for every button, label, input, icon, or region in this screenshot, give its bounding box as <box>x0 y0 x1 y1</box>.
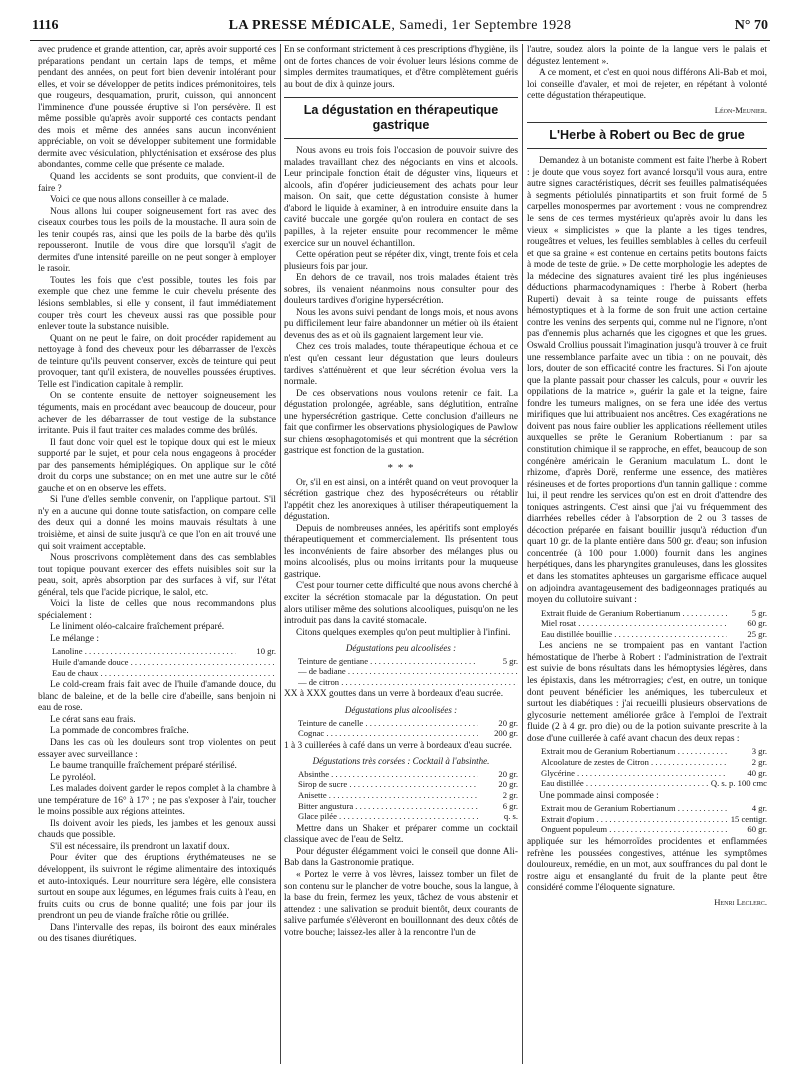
rx-brace-group <box>52 657 276 678</box>
paragraph: Or, s'il en est ainsi, on a intérêt quand on veut provoquer la sécrétion gastrique chez des hyposécréteurs ou rétablir l'appétit chez les anorexiques à utiliser thérapeutiquement la dégustation. <box>284 477 518 523</box>
rx-qty: 3 gr. <box>751 746 767 757</box>
column-2 <box>284 45 518 1070</box>
rx-name: Eau distillée bouillie . . . <box>541 629 727 640</box>
paragraph: XX à XXX gouttes dans un verre à bordeaux d'eau sucrée. <box>284 689 504 700</box>
paragraph: Le baume tranquille fraîchement préparé stérilisé. <box>50 761 237 772</box>
rx-name: Eau de chaux . . . <box>52 668 276 679</box>
rx-name: Teinture de canelle . . . <box>298 718 478 729</box>
rx-name: Extrait fluide de Geranium Robertianum . . . <box>541 608 727 619</box>
rx-line <box>298 811 518 822</box>
paragraph: Mettre dans un Shaker et préparer comme un cocktail classique avec de l'eau de Seltz. <box>284 823 518 846</box>
rx-qty: 60 gr. <box>747 824 767 835</box>
paragraph: Pour éviter que des éruptions érythémateuses ne se développent, ils suivront le régime alimentaire des intoxiqués et auto-intoxiqués. Leur nourriture sera légère, elle consistera surtout en soupe aux légumes, en légumes frais cuits à l'eau, en fruits cuits ou crus de bonne qualité; une fois par jour ils prendront un peu de viande fraîche rôtie ou grillée. <box>38 853 276 922</box>
column-3 <box>527 45 767 1070</box>
rx-name: Extrait mou de Geranium Robertianum . . . <box>541 803 727 814</box>
paragraph: C'est pour tourner cette difficulté que nous avons cherché à exciter la sécrétion stomacale par la dégustation. On peut alors utiliser même des solutions alcooliques, puisqu'on ne les introduit pas dans la cavité stomacale. <box>284 581 518 627</box>
paragraph: appliquée sur les hémorroïdes procidentes et enflammées refrène les poussées congestives, atténue les symptômes douloureux, remédie, en un mot, aux souffrances du pal dont le rostre aigu et ensanglanté du fruit de la plante peut être considéré comme l'éloquente signature. <box>527 837 767 894</box>
rx-line <box>541 746 767 757</box>
paragraph: Voici ce que nous allons conseiller à ce malade. <box>50 195 229 206</box>
recipe-subtitle: Dégustations très corsées : Cocktail à l'absinthe. <box>312 756 490 767</box>
paragraph: En dehors de ce travail, nos trois malades étaient très sobres, ils venaient néanmoins nous consulter pour des douleurs tardives d'origine hypersécrétion. <box>284 273 518 307</box>
paragraph: En se conformant strictement à ces prescriptions d'hygiène, ils ont de fortes chances de voir évoluer leurs lésions comme de simples dermites traumatiques, et d'être complètement guéris au bout de dix à quinze jours. <box>284 45 518 90</box>
prescription <box>52 646 276 678</box>
recipe-subtitle: Dégustations peu alcoolisées : <box>345 643 457 654</box>
prescription <box>541 746 767 788</box>
paragraph: Nous les avons suivi pendant de longs mois, et nous avons pu difficilement leur faire abandonner un métier où ils étaient devenus des as et où ils gagnaient largement leur vie. <box>284 307 518 341</box>
rx-qty: 25 gr. <box>747 628 767 639</box>
rx-line <box>298 666 518 677</box>
rx-qty: 15 centigr. <box>730 813 767 824</box>
section-asterism: * * * <box>387 461 415 474</box>
rx-name: Anisette . . . <box>298 790 478 801</box>
paragraph: Quand les accidents se sont produits, que convient-il de faire ? <box>38 172 276 194</box>
page-number: 1116 <box>32 18 59 33</box>
rx-qty: 60 gr. <box>747 618 767 629</box>
paragraph: l'autre, soudez alors la pointe de la langue vers le palais et dégustez lentement ». <box>527 45 767 67</box>
author-signature: Henri Leclerc. <box>714 896 767 907</box>
rx-name: Teinture de gentiane . . . <box>298 656 478 667</box>
rx-line <box>541 814 767 825</box>
rx-line <box>52 668 276 679</box>
prescription <box>298 656 518 688</box>
paragraph: Nous allons lui couper soigneusement fort ras avec des ciseaux courbes tous les poils de la moustache. Il aura soin de les tenir coupés ras, ainsi que les poils de la barbe dès qu'ils repousseront. Inutile de vous dire que lorsqu'il s'agit de dermites d'une intensité pareille on ne peut songer à employer le rasoir. <box>38 206 276 275</box>
rx-line <box>298 801 518 812</box>
rx-name: Glace pilée . . . <box>298 811 478 822</box>
rx-line <box>298 718 518 729</box>
paragraph: Les anciens ne se trompaient pas en vantant l'action hémostatique de l'herbe à Robert : l'administration de l'extrait est suivie de bons résultats dans les hémoptysies légères, dans les épistaxis, dans les métrorragies; c'est, en outre, un tonique dont peuvent bénéficier les anémiques, les tuberculeux et surtout les diabétiques : j'ai recueilli plusieurs observations de glycosurie nettement améliorée grâce à l'emploi de l'extrait fluide (2 à 4 gr. pro die) ou de la potion suivante prescrite à la dose d'une cuillerée à café avant chacun des deux repas : <box>527 641 767 744</box>
paragraph: Le mélange : <box>50 633 99 644</box>
rx-brace-group <box>298 666 518 687</box>
rx-name: — de badiane . . . <box>298 666 518 677</box>
rx-qty: 20 gr. <box>498 779 518 790</box>
rx-line <box>541 803 767 814</box>
rx-line <box>298 779 518 790</box>
paragraph: Une pommade ainsi composée : <box>539 790 659 801</box>
section-heading: La dégustation en thérapeutique gastrique <box>284 97 518 139</box>
rx-qty: q. s. <box>503 811 518 822</box>
paragraph: Citons quelques exemples qu'on peut multiplier à l'infini. <box>296 627 511 638</box>
rx-qty: 20 gr. <box>498 717 518 728</box>
rx-line <box>298 769 518 780</box>
rx-name: Alcoolature de zestes de Citron . . . <box>541 757 727 768</box>
paragraph: Pour déguster élégamment voici le conseil que donne Ali-Bab dans la Gastronomie pratique. <box>284 846 518 869</box>
rx-line <box>52 646 276 657</box>
rx-name: Eau distillée . . . <box>541 778 709 789</box>
rx-qty: 10 gr. <box>256 646 276 657</box>
paragraph: Cette opération peut se répéter dix, vingt, trente fois et cela plusieurs fois par jour. <box>284 250 518 272</box>
issue-date: , Samedi, 1er Septembre 1928 <box>391 18 572 33</box>
paragraph: Le pyroléol. <box>50 772 96 783</box>
prescription <box>298 718 518 739</box>
paragraph: Depuis de nombreuses années, les apéritifs sont employés thérapeutiquement et commercialement. Ils présentent tous les inconvénients de faire absorber des mélanges plus ou moins alcoolisés, plus ou moins irritants pour la muqueuse gastrique. <box>284 523 518 580</box>
rx-qty: 6 gr. <box>502 800 518 811</box>
rx-line <box>52 657 276 668</box>
rx-name: Sirop de sucre . . . <box>298 779 478 790</box>
rx-line <box>541 608 767 619</box>
rx-qty: 4 gr. <box>751 803 767 814</box>
prescription <box>541 803 767 835</box>
author-signature: Léon-Meunier. <box>714 104 767 115</box>
paragraph: Le cérat sans eau frais. <box>50 714 136 725</box>
column-divider <box>522 44 523 1064</box>
rx-line <box>541 768 767 779</box>
paragraph: « Portez le verre à vos lèvres, laissez tomber un filet de son contenu sur le plancher de votre bouche, sous la langue, à la base du frein, fermez les yeux, tâchez de vous abstenir et attendez : une salivation se produit bientôt, deux courants de salive parfumée s'élèveront en bouillonnant des deux côtés de votre bouche; laissez-les aller à la rencontre l'un de <box>284 870 518 938</box>
rx-name: Cognac . . . <box>298 728 478 739</box>
prescription <box>298 769 518 822</box>
paragraph: 1 à 3 cuillerées à café dans un verre à bordeaux d'eau sucrée. <box>284 740 512 751</box>
rx-name: Miel rosat . . . <box>541 618 727 629</box>
rx-line <box>541 618 767 629</box>
rx-qty: 40 gr. <box>747 767 767 778</box>
paragraph: Quant on ne peut le faire, on doit procéder rapidement au nettoyage à fond des cheveux pour les débarrasser de l'excès de teinture qu'ils peuvent conserver, excès de teinture qui peut provoquer, tant qu'il existera, de nouvelles poussées éruptives. Telle est l'indication capitale à remplir. <box>38 333 276 390</box>
rx-line <box>541 757 767 768</box>
rx-qty: Q. s. p. 100 cmc <box>710 778 767 789</box>
rx-qty: 2 gr. <box>502 790 518 801</box>
paragraph: Il faut donc voir quel est le topique doux qui est le mieux supporté par le sujet, et pour cela nous engageons à procéder par des pansements hémiplégiques. On applique sur le côté droit du corps une substance; on en met une autre sur le côté gauche et on en observe les effets. <box>38 437 276 494</box>
rx-name: Huile d'amande douce . . . <box>52 657 276 668</box>
paragraph: On se contente ensuite de nettoyer soigneusement les téguments, mais en procédant avec beaucoup de douceur, pour achever de les débarrasser de tout vestige de la substance irritante. Puis il faut traiter ces malades comme des brûlés. <box>38 391 276 437</box>
rx-line <box>541 629 767 640</box>
running-title <box>30 18 770 34</box>
paragraph: Si l'une d'elles semble convenir, on l'applique partout. S'il n'y en a aucune qui donne toute satisfaction, on compare celle des deux qui a donné les moins mauvais résultats à une troisième, et ainsi de suite jusqu'à ce que l'on en ait trouvé une qui soit vraiment acceptable. <box>38 495 276 552</box>
rx-line <box>541 778 767 789</box>
journal-name: LA PRESSE MÉDICALE <box>228 18 392 33</box>
paragraph: Les malades doivent garder le repos complet à la chambre à une température de 16° à 17° ; ne pas s'exposer à l'air, toucher le moins possible aux régions atteintes. <box>38 784 276 818</box>
paragraph: Dans les cas où les douleurs sont trop violentes on peut essayer avec surveillance : <box>38 737 276 760</box>
column-divider <box>280 44 281 1064</box>
paragraph: Chez ces trois malades, toute thérapeutique échoua et ce n'est qu'en cessant leur dégustation que leurs douleurs tardives s'atténuèrent et que leur sécrétion évolua vers la normale. <box>284 342 518 388</box>
paragraph: Ils doivent avoir les pieds, les jambes et les genoux aussi chauds que possible. <box>38 818 276 841</box>
rx-qty: 5 gr. <box>502 655 518 666</box>
rx-name: Extrait mou de Geranium Robertianum . . . <box>541 746 727 757</box>
rx-name: Absinthe . . . <box>298 769 478 780</box>
rx-name: Lanoline . . . <box>52 646 236 657</box>
rx-name: — de citron . . . <box>298 677 518 688</box>
paragraph: Demandez à un botaniste comment est faite l'herbe à Robert : je doute que vous soyez fort avancé lorsqu'il vous aura, entre autre signes caractéristiques, décrit ses feuilles palmatiséquées à segments pétiolulés pinnatipartits et son fruit formé de 5 carpelles monospermes par avortement : vous ne comprendrez le sens de ces termes mystérieux qu'après avoir lu dans les vieux « simplicistes » que la plante a les tiges tendres, rougeâtres et velues, les feuilles semblables à celles du cerfeuil et que sa graine « est contenue en certains petits boutons faicts à mode de teste de grüe. » De cette morphologie les adeptes de la médecine des signatures avaient tiré les plus ingénieuses déductions pharmacodynamiques : l'herbe à Robert (herba Ruperti) devait à sa teinte rouge de puissants effets hémostyptiques et à la forme de son fruit une action certaine contre les venins des serpents qui, comme nul ne l'ignore, n'ont pas d'ennemis plus acharnés que les cigognes et que les grues. Oswald Crollius poussait l'imagination jusqu'à trouver à ce fruit une ressemblance parfaite avec un tibia : on ne pouvait, dès lors, douter de son efficacité contre les fractures. Si l'on ajoute que la plante passait pour chasser les calculs, pour « ouvrir les oppilations de la matrice », guérir la gale et la teigne, faire fondre les tumeurs malignes, on se fera une idée des vertus mirifiques que lui attribuaient nos ancêtres. Ces exagérations ne doivent pas nous faire oublier les applications réellement utiles auxquelles se prête le Geranium Robertianum : par sa constitution chimique il se rapproche, en effet, beaucoup de son congénère américain le Geranium maculatum L. dont le rhizome, d'après Dorë, renferme une essence, des matières résineuses et de fortes proportions d'un tannin gallique : comme lui, il peut rendre les services qu'on est en droit d'attendre des toniques astringents. C'est ainsi que j'ai vu fréquemment des diarrhées rebelles céder à l'absorption de 2 ou 3 tasses de décoction préparée en faisant bouillir jusqu'à réduction d'un quart 10 gr. de la plante entière dans 500 gr. d'eau; son infusion concentrée (à 100 pour 1.000) fournit dans les angines herpétiques, dans les pharyngites granuleuses, dans les glossites et dans les stomatites aphteuses un gargarisme efficace auquel on adjoindra avantageusement des badigeonnages pratiqués au moyen du collutoire suivant : <box>527 156 767 606</box>
rx-name: Glycérine . . . <box>541 768 727 779</box>
paragraph: avec prudence et grande attention, car, après avoir supporté ces préparations pendant un certain laps de temps, et même pendant des années, on peut fort bien devenir intolérant pour elles, et voir se développer de petits indices prémonitoires, tels que rougeurs, desquamation, prurit, cuisson, qui annoncent l'imminence d'une poussée éruptive si l'on persévère. Il est même possible qu'après avoir supporté ces contacts pendant des mois et même des années sans aucun inconvénient appréciable, on voit se développer subitement une formidable dermite avec vésiculation, phlycténisation et exsérose des plus abondantes, comme celle que présente ce malade. <box>38 45 276 171</box>
rx-qty: 2 gr. <box>751 756 767 767</box>
paragraph: Nous avons eu trois fois l'occasion de pouvoir suivre des malades travaillant chez des négociants en vins et alcools. Leur principale fonction était de déguster vins, liqueurs et alcools, afin d'opérer judicieusement des achats pour leur maison. On sait, que cette dégustation consiste à humer d'abord le liquide à examiner, à en introduire ensuite dans la cavité buccale une gorgée qu'on roulera en contact de ses papilles, à la rejeter ensuite pour recommencer le même exercice sur un nouvel échantillon. <box>284 146 518 249</box>
paragraph: A ce moment, et c'est en quoi nous différons Ali-Bab et moi, loi conseille d'avaler, et moi de rejeter, en répétant à volonté cette dégustation thérapeutique. <box>527 68 767 102</box>
page-header <box>30 18 770 38</box>
rx-name: Onguent populeum . . . <box>541 824 727 835</box>
rx-name: Extrait d'opium . . . <box>541 814 727 825</box>
rx-qty: 5 gr. <box>751 607 767 618</box>
paragraph: La pommade de concombres fraîche. <box>50 726 189 737</box>
recipe-subtitle: Dégustations plus alcoolisées : <box>344 705 458 716</box>
paragraph: Dans l'intervalle des repas, ils boiront des eaux minérales ou des tisanes diurétiques. <box>38 922 276 945</box>
rx-line <box>298 728 518 739</box>
rx-line <box>298 790 518 801</box>
paragraph: Toutes les fois que c'est possible, toutes les fois par exemple que chez une femme le cuir chevelu présente des lésions semblables, si elle y consent, il faut immédiatement couper très court les cheveux aussi ras que possible pour enlever toute la substance nuisible. <box>38 275 276 333</box>
rx-line <box>541 824 767 835</box>
column-1 <box>38 45 276 1070</box>
rx-name: Bitter angustura . . . <box>298 801 478 812</box>
prescription <box>541 608 767 640</box>
paragraph: Le cold-cream frais fait avec de l'huile d'amande douce, du blanc de baleine, et de la belle cire d'abeille, sans benjoin ni eau de rose. <box>38 680 276 714</box>
paragraph: S'il est nécessaire, ils prendront un laxatif doux. <box>50 841 230 852</box>
paragraph: Le liniment oléo-calcaire fraîchement préparé. <box>50 622 225 633</box>
paragraph: Nous proscrivons complètement dans des cas semblables tout topique pouvant exercer des effets nuisibles soit sur la peau, soit, après absorption par des surfaces à vif, sur l'état général, tels que l'acide picrique, le salol, etc. <box>38 553 276 598</box>
issue-number: N° 70 <box>734 18 768 33</box>
rx-qty: 20 gr. <box>498 768 518 779</box>
paragraph: Voici la liste de celles que nous recommandons plus spécialement : <box>38 599 276 621</box>
paragraph: De ces observations nous voulons retenir ce fait. La dégustation prolongée, agréable, sans déglutition, entraîne une hypersécrétion gastrique. Cette conclusion d'ailleurs ne fait que confirmer les observations physiologiques de Pawlow sur chiens œsophagotomisés et qui montrent que la sécrétion gastrique est fonction de la gustation. <box>284 388 518 457</box>
rx-line <box>298 677 518 688</box>
rx-qty: 200 gr. <box>494 728 518 739</box>
rx-line <box>298 656 518 667</box>
header-rule <box>30 40 770 41</box>
section-heading: L'Herbe à Robert ou Bec de grue <box>527 122 767 149</box>
